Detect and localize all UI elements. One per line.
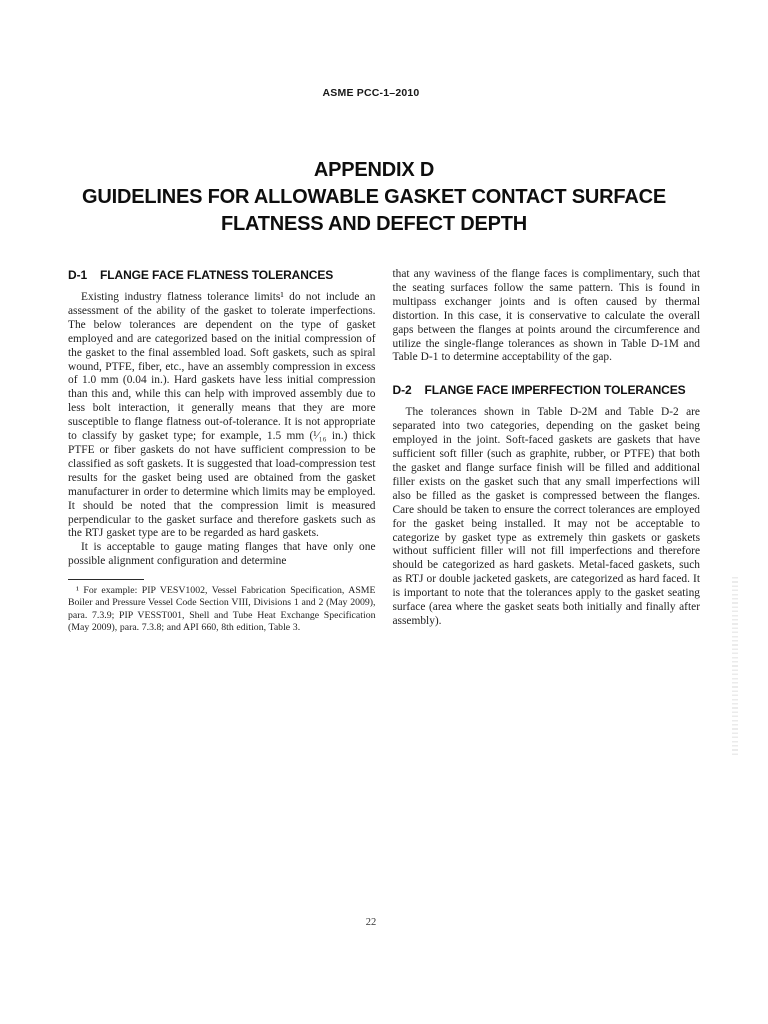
section-d1-heading [68,268,376,282]
footnote-separator-rule [68,579,144,580]
left-column [68,268,376,634]
section-d2-title: FLANGE FACE IMPERFECTION TOLERANCES [424,383,686,398]
vertical-watermark-strip [732,577,738,755]
appendix-title [44,157,704,238]
section-d1-paragraph-continuation: that any waviness of the flange faces is complimentary, such that the seating surfaces follow the same pattern. This is found in multipass exchanger joints and is often caused by thermal distortion. In this case, it is conservative to calculate the overall gaps between the flanges at points around the circumference and utilize the single-flange tolerances as shown in Table D-1M and Table D-1 to determine acceptability of the gap. [392,268,700,364]
two-column-body [68,268,700,634]
page-content [64,0,704,1024]
right-column [393,268,701,634]
section-d1-paragraph-2: It is acceptable to gauge mating flanges that have only one possible alignment configuration and determine [68,541,376,568]
section-d2-number: D-2 [392,383,412,398]
appendix-title-line1: APPENDIX D [313,159,435,181]
appendix-title-line3: FLATNESS AND DEFECT DEPTH [220,213,528,235]
appendix-title-line2: GUIDELINES FOR ALLOWABLE GASKET CONTACT SURFACE [82,186,666,208]
footnote-block [68,579,376,634]
footnote-1: ¹ For example: PIP VESV1002, Vessel Fabrication Specification, ASME Boiler and Pressure Vessel Code Section VIII, Divisions 1 and 2 (May 2009), para. 7.3.9; PIP VESST001, Shell and Tube Heat Exchange Specification (May 2009), para. 7.3.8; and API 660, 8th edition, Table 3. [68,585,376,634]
section-d1-paragraph-1: Existing industry flatness tolerance limits¹ do not include an assessment of the ability of the gasket to tolerate imperfections. The below tolerances are dependent on the type of gasket employed and are categorized based on the initial compression of the gasket to the final assembled load. Soft gaskets, such as spiral wound, PTFE, fiber, etc., have an assembly compression in excess of 1.0 mm (0.04 in.). Hard gaskets have less initial compression than this and, while this can help with improved assembly due to less bolt interaction, it generally means that they are more susceptible to flange flatness out-of-tolerance. It is not appropriate to classify by gasket type; for example, 1.5 mm (¹⁄₁₆ in.) thick PTFE or fiber gaskets do not have sufficient compression to be classified as soft gaskets. It is suggested that load-compression test results for the gasket being used are obtained from the gasket manufacturer in order to determine which limits may be employed. It should be noted that the compression limit is measured perpendicular to the gasket surface and therefore gaskets such as the RTJ gasket type are to be regarded as hard gaskets. [68,291,376,540]
page-number: 22 [365,917,377,928]
section-d2-paragraph-1: The tolerances shown in Table D-2M and Table D-2 are separated into two categories, depending on the gasket being employed in the joint. Soft-faced gaskets are gaskets that have sufficient soft filler (such as graphite, rubber, or PTFE) that both the gasket and flange surface finish will be filled and additional filler exists on the gasket such that any small imperfections will also be filled as the gasket is compressed between the flanges. Care should be taken to ensure the correct tolerances are employed for the gasket being installed. It may not be acceptable to categorize by gasket type as extremely thin gaskets or gaskets without sufficient filler will not fill imperfections and therefore should be categorized as hard gaskets. Metal-faced gaskets, such as RTJ or double jacketed gaskets, are categorized as hard faced. It is important to note that the tolerances apply to the gasket seating surface (area where the gasket seats both initially and finally after assembly). [392,406,700,627]
section-d1-title: FLANGE FACE FLATNESS TOLERANCES [100,268,334,282]
running-header: ASME PCC-1–2010 [322,87,420,99]
section-d1-number: D-1 [68,268,88,282]
section-d2-heading [393,383,701,397]
